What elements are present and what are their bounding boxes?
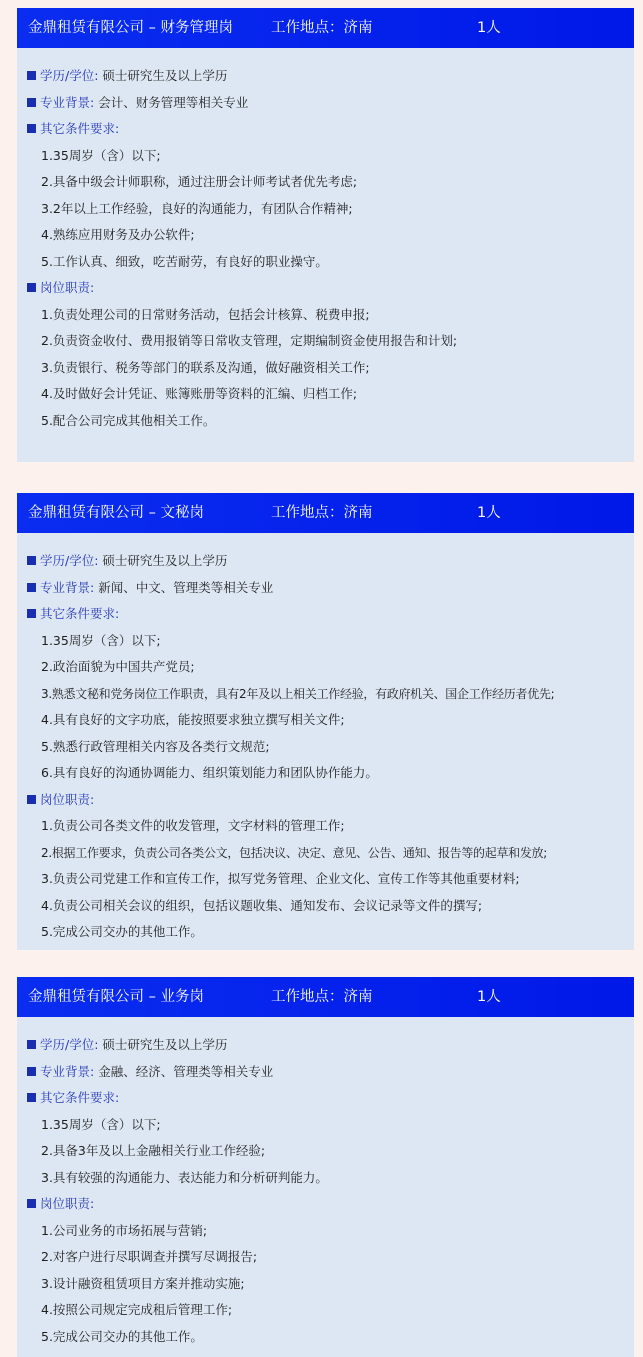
requirements-heading — [17, 116, 634, 143]
duty-item: 2.负责资金收付、费用报销等日常收支管理，定期编制资金使用报告和计划; — [41, 333, 458, 348]
education-value: 硕士研究生及以上学历 — [102, 1037, 228, 1052]
requirement-item: 2.具备中级会计师职称，通过注册会计师考试者优先考虑; — [41, 174, 358, 189]
education-label: 学历/学位 — [40, 553, 95, 568]
job-card-body — [17, 1017, 634, 1350]
requirement-item: 2.具备3年及以上金融相关行业工作经验; — [41, 1143, 266, 1158]
job-card-header — [17, 977, 634, 1017]
requirement-item: 3.2年以上工作经验，良好的沟通能力，有团队合作精神; — [41, 200, 353, 216]
job-title: 金鼎租赁有限公司 – 文秘岗 — [28, 505, 204, 521]
duties-heading — [17, 787, 634, 814]
square-bullet-icon — [27, 283, 36, 292]
job-card-body — [17, 533, 634, 946]
label-colon: : — [90, 94, 99, 110]
label-colon: : — [90, 1063, 99, 1079]
duties-label: 岗位职责: — [40, 280, 95, 295]
major-label: 专业背景 — [40, 94, 91, 110]
square-bullet-icon — [27, 98, 36, 107]
education-label: 学历/学位 — [40, 1037, 95, 1052]
duty-item: 2.根据工作要求，负责公司各类公文，包括决议、决定、意见、公告、通知、报告等的起草和发放; — [41, 845, 547, 860]
job-headcount: 1人 — [477, 989, 501, 1005]
major-label: 专业背景 — [40, 1063, 91, 1079]
major-value: 金融、经济、管理类等相关专业 — [98, 1063, 274, 1079]
requirement-item: 1.35周岁（含）以下; — [41, 147, 161, 163]
square-bullet-icon — [27, 71, 36, 80]
duty-item: 5.配合公司完成其他相关工作。 — [41, 412, 216, 428]
duty-item: 3.负责公司党建工作和宣传工作，拟写党务管理、企业文化、宣传工作等其他重要材料; — [41, 871, 520, 886]
label-colon: : — [94, 1037, 103, 1052]
requirement-item: 1.35周岁（含）以下; — [41, 632, 161, 648]
requirements-label: 其它条件要求: — [40, 121, 120, 136]
square-bullet-icon — [27, 1093, 36, 1102]
job-title: 金鼎租赁有限公司 – 业务岗 — [28, 989, 204, 1005]
job-title: 金鼎租赁有限公司 – 财务管理岗 — [28, 20, 233, 36]
requirements-label: 其它条件要求: — [40, 1090, 120, 1105]
requirement-item: 3.熟悉文秘和党务岗位工作职责，具有2年及以上相关工作经验，有政府机关、国企工作经历者优先; — [41, 686, 555, 701]
duties-heading — [17, 275, 634, 302]
label-colon: : — [90, 579, 99, 595]
education-label: 学历/学位 — [40, 68, 95, 83]
square-bullet-icon — [27, 556, 36, 565]
job-card-business — [17, 977, 634, 1357]
duty-item: 2.对客户进行尽职调查并撰写尽调报告; — [41, 1249, 258, 1264]
major-label: 专业背景 — [40, 579, 91, 595]
major-value: 新闻、中文、管理类等相关专业 — [98, 579, 274, 595]
requirements-label: 其它条件要求: — [40, 606, 120, 621]
label-colon: : — [94, 553, 103, 568]
requirement-item: 4.具有良好的文字功底，能按照要求独立撰写相关文件; — [41, 712, 345, 727]
job-location: 工作地点：济南 — [271, 505, 373, 521]
job-location: 工作地点：济南 — [271, 20, 373, 36]
square-bullet-icon — [27, 795, 36, 804]
education-row — [17, 63, 634, 90]
duty-item: 1.负责公司各类文件的收发管理，文字材料的管理工作; — [41, 818, 345, 833]
duty-item: 3.设计融资租赁项目方案并推动实施; — [41, 1275, 245, 1291]
duty-item: 5.完成公司交办的其他工作。 — [41, 1328, 203, 1344]
duty-item: 4.按照公司规定完成租后管理工作; — [41, 1302, 233, 1317]
major-row — [17, 1059, 634, 1086]
job-card-finance — [17, 8, 634, 462]
duty-item: 1.负责处理公司的日常财务活动，包括会计核算、税费申报; — [41, 306, 370, 322]
label-colon: : — [94, 68, 103, 83]
requirement-item: 5.工作认真、细致，吃苦耐劳，有良好的职业操守。 — [41, 253, 328, 269]
job-headcount: 1人 — [477, 20, 501, 36]
duty-item: 3.负责银行、税务等部门的联系及沟通，做好融资相关工作; — [41, 359, 370, 375]
duty-item: 5.完成公司交办的其他工作。 — [41, 924, 203, 939]
square-bullet-icon — [27, 124, 36, 133]
duties-label: 岗位职责: — [40, 1196, 95, 1211]
requirements-heading — [17, 1085, 634, 1112]
major-row — [17, 90, 634, 117]
requirements-heading — [17, 601, 634, 628]
duty-item: 1.公司业务的市场拓展与营销; — [41, 1222, 208, 1238]
square-bullet-icon — [27, 609, 36, 618]
duty-item: 4.负责公司相关会议的组织，包括议题收集、通知发布、会议记录等文件的撰写; — [41, 897, 483, 913]
major-row — [17, 575, 634, 602]
education-value: 硕士研究生及以上学历 — [102, 68, 228, 83]
square-bullet-icon — [27, 1067, 36, 1076]
requirement-item: 2.政治面貌为中国共产党员; — [41, 659, 195, 674]
education-row — [17, 548, 634, 575]
square-bullet-icon — [27, 583, 36, 592]
duties-heading — [17, 1191, 634, 1218]
job-card-body — [17, 48, 634, 434]
requirement-item: 3.具有较强的沟通能力、表达能力和分析研判能力。 — [41, 1169, 328, 1185]
square-bullet-icon — [27, 1199, 36, 1208]
job-card-header — [17, 8, 634, 48]
major-value: 会计、财务管理等相关专业 — [98, 94, 249, 110]
requirement-item: 6.具有良好的沟通协调能力、组织策划能力和团队协作能力。 — [41, 765, 378, 780]
requirement-item: 1.35周岁（含）以下; — [41, 1116, 161, 1132]
job-card-secretary — [17, 493, 634, 950]
duty-item: 4.及时做好会计凭证、账簿账册等资料的汇编、归档工作; — [41, 386, 358, 401]
duties-label: 岗位职责: — [40, 791, 95, 807]
requirement-item: 5.熟悉行政管理相关内容及各类行文规范; — [41, 738, 270, 754]
job-headcount: 1人 — [477, 505, 501, 521]
education-row — [17, 1032, 634, 1059]
job-location: 工作地点：济南 — [271, 989, 373, 1005]
square-bullet-icon — [27, 1040, 36, 1049]
requirement-item: 4.熟练应用财务及办公软件; — [41, 227, 195, 242]
job-card-header — [17, 493, 634, 533]
education-value: 硕士研究生及以上学历 — [102, 553, 228, 568]
